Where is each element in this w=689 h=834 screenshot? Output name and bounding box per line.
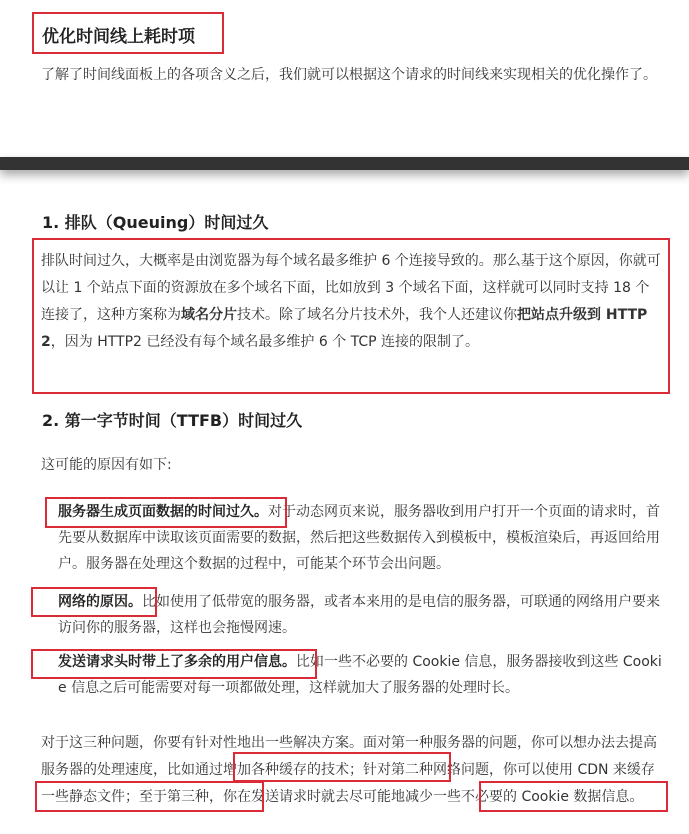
solution-text-4: 要的 Cookie 数据信息。 xyxy=(489,789,644,805)
ttfb-intro: 这可能的原因有如下: xyxy=(41,457,172,473)
reason-network-text: 比如使用了低带宽的服务器，或者本来用的是电信的服务器，可联通的网络用户要来访问你的服务器，这样也会拖慢网速。 xyxy=(58,594,660,636)
reduce-cookie-text: 去尽可能地减少一些不必 xyxy=(335,789,489,805)
solution-text-3: 至于第三种，你在发送请求时就 xyxy=(139,789,335,805)
queuing-text-2: 技术。除了域名分片技术外，我个人还建议你 xyxy=(237,307,517,323)
section-title: 优化时间线上耗时项 xyxy=(42,27,195,47)
queuing-text-3: ，因为 HTTP2 已经没有每个域名最多维护 6 个 TCP 连接的限制了。 xyxy=(50,334,480,350)
queuing-paragraph xyxy=(41,248,663,356)
section-divider xyxy=(0,157,689,170)
heading-queuing: 1. 排队（Queuing）时间过久 xyxy=(42,213,269,232)
cdn-static-files-text: 使用 CDN 来缓存一些静态文件； xyxy=(41,762,655,805)
reason-server-slow xyxy=(58,499,664,577)
heading-ttfb: 2. 第一字节时间（TTFB）时间过久 xyxy=(42,411,303,430)
reason-extra-headers-title: 发送请求头时带上了多余的用户信息。 xyxy=(58,654,296,670)
reason-network-title: 网络的原因。 xyxy=(58,594,142,610)
reason-extra-headers xyxy=(58,649,664,701)
intro-paragraph: 了解了时间线面板上的各项含义之后，我们就可以根据这个请求的时间线来实现相关的优化操作了。 xyxy=(41,67,657,83)
domain-sharding-term: 域名分片 xyxy=(181,307,237,323)
cache-technique-text: 比如通过增加各种缓存的技术； xyxy=(167,762,363,778)
solution-paragraph xyxy=(41,730,663,811)
solution-text-2: 针对第二种网络问题，你可以 xyxy=(363,762,545,778)
reason-network xyxy=(58,589,664,641)
http2-upgrade-term: 把站点升级到 HTTP2 xyxy=(41,307,648,350)
reason-server-slow-title: 服务器生成页面数据的时间过久。 xyxy=(58,504,268,520)
queuing-text-1: 排队时间过久，大概率是由浏览器为每个域名最多维护 6 个连接导致的。那么基于这个原因，你就可以让 1 个站点下面的资源放在多个域名下面，比如放到 3 个域名下面，这样就可以同时支持 18 个连接了，这种方案称为 xyxy=(41,253,661,323)
solution-text-1: 对于这三种问题，你要有针对性地出一些解决方案。面对第一种服务器的问题，你可以想办法去提高服务器的处理速度， xyxy=(41,735,657,778)
reason-extra-headers-text: 比如一些不必要的 Cookie 信息，服务器接收到这些 Cookie 信息之后可能需要对每一项都做处理，这样就加大了服务器的处理时长。 xyxy=(58,654,662,696)
reason-server-slow-text: 对于动态网页来说，服务器收到用户打开一个页面的请求时，首先要从数据库中读取该页面需要的数据，然后把这些数据传入到模板中，模板渲染后，再返回给用户。服务器在处理这个数据的过程中，可能某个环节会出问题。 xyxy=(58,504,660,572)
